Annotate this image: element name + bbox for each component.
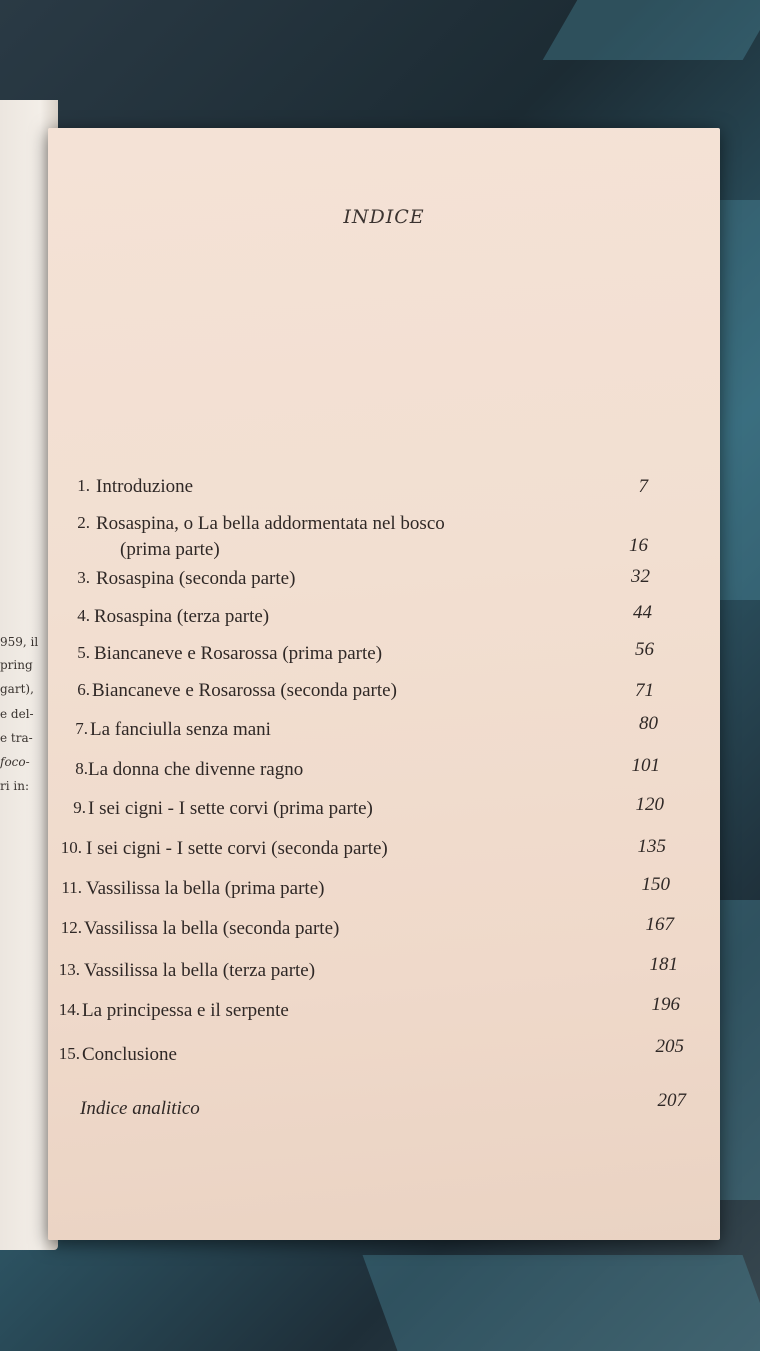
toc-page: 181	[649, 954, 678, 975]
toc-page: 196	[651, 994, 680, 1015]
toc-title: Conclusione	[82, 1044, 177, 1065]
toc-number: 14.	[58, 1000, 80, 1019]
toc-title: I sei cigni - I sette corvi (seconda parte)	[86, 838, 388, 859]
toc-title: La principessa e il serpente	[82, 1000, 289, 1021]
toc-number: 3.	[77, 568, 90, 587]
toc-page: 205	[655, 1036, 684, 1057]
index-title: Indice analitico	[80, 1098, 200, 1119]
toc-title: La fanciulla senza mani	[90, 719, 271, 740]
toc-title: I sei cigni - I sette corvi (prima parte)	[88, 798, 373, 819]
toc-title: Rosaspina (terza parte)	[94, 606, 270, 627]
toc-title: Vassilissa la bella (terza parte)	[84, 960, 316, 981]
fabric-stripe	[720, 900, 760, 1200]
toc-number: 10.	[60, 838, 82, 857]
toc-page: 44	[633, 602, 652, 623]
toc-title-continued: (prima parte)	[120, 539, 220, 560]
toc-row	[48, 639, 720, 683]
index-page: 207	[657, 1090, 686, 1111]
toc-page: 167	[645, 914, 674, 935]
fabric-stripe	[543, 0, 760, 60]
toc-title: Vassilissa la bella (seconda parte)	[84, 918, 340, 939]
toc-page: 7	[638, 476, 648, 497]
left-fragment: ri in:	[0, 779, 29, 793]
toc-number: 5.	[77, 643, 90, 662]
toc-page: 120	[635, 794, 664, 815]
toc-row	[48, 874, 720, 918]
toc-number: 6.	[77, 680, 90, 699]
book-page	[48, 128, 720, 1240]
toc-number: 15.	[58, 1044, 80, 1063]
toc-row	[48, 994, 720, 1040]
toc-number: 2.	[77, 513, 90, 532]
toc-number: 8.	[75, 759, 88, 778]
left-fragment: pring	[0, 658, 33, 672]
toc-number: 7.	[75, 719, 88, 738]
left-fragment: e tra-	[0, 731, 33, 745]
toc-page: 150	[641, 874, 670, 895]
toc-row	[48, 513, 720, 573]
left-fragment: e del-	[0, 707, 34, 721]
toc-row	[48, 755, 720, 799]
toc-title: Biancaneve e Rosarossa (seconda parte)	[92, 680, 397, 701]
toc-row	[48, 1036, 720, 1084]
toc-page: 135	[637, 836, 666, 857]
toc-row-index	[48, 1090, 720, 1138]
toc-page: 80	[639, 713, 658, 734]
toc-number: 12.	[60, 918, 82, 937]
toc-row	[48, 794, 720, 838]
toc-title: Biancaneve e Rosarossa (prima parte)	[94, 643, 383, 664]
toc-number: 1.	[77, 476, 90, 495]
toc-row	[48, 838, 720, 878]
toc-page: 32	[631, 566, 650, 587]
toc-row	[48, 914, 720, 958]
left-fragment: 959, il	[0, 635, 39, 649]
left-fragment: foco-	[0, 755, 30, 769]
toc-number: 11.	[61, 878, 82, 897]
toc-page: 16	[629, 535, 648, 556]
toc-row	[48, 476, 720, 516]
toc-title: La donna che divenne ragno	[88, 759, 304, 780]
fabric-stripe	[720, 200, 760, 600]
toc-title: Vassilissa la bella (prima parte)	[86, 878, 325, 899]
toc-number: 9.	[73, 798, 86, 817]
toc-title: Rosaspina, o La bella addormentata nel bosco	[96, 513, 445, 534]
toc-row	[48, 713, 720, 759]
toc-page: 71	[635, 680, 654, 701]
left-fragment: gart),	[0, 682, 34, 696]
toc-page: 101	[631, 755, 660, 776]
page-title: INDICE	[343, 206, 425, 228]
fabric-stripe	[363, 1255, 760, 1351]
toc-number: 13.	[58, 960, 80, 979]
toc-number: 4.	[77, 606, 90, 625]
toc-title: Introduzione	[96, 476, 194, 497]
toc-title: Rosaspina (seconda parte)	[96, 568, 296, 589]
toc-page: 56	[635, 639, 654, 660]
